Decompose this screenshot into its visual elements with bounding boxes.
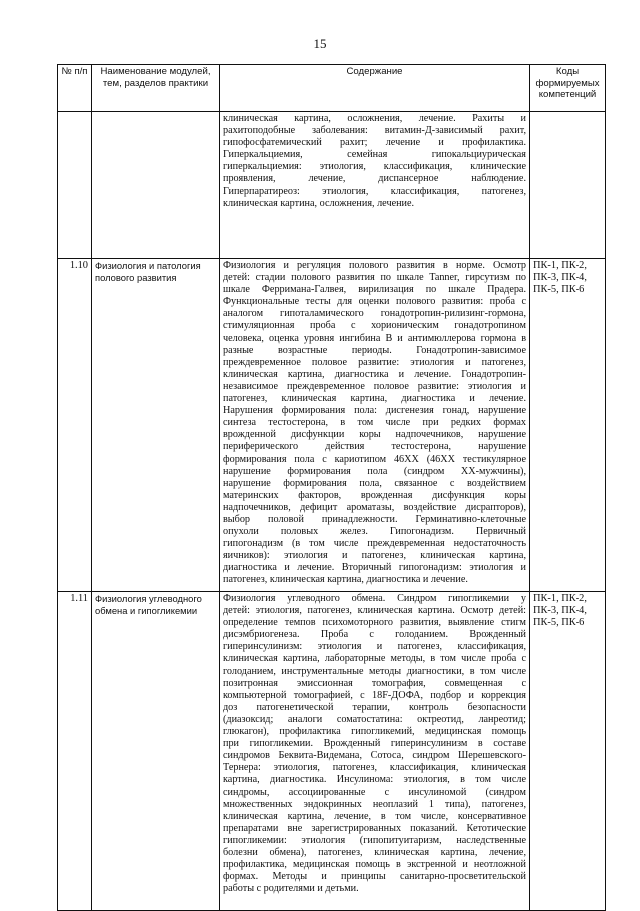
content-line: нарушение формирования пола (синдром XX-мужчины), [223, 465, 526, 477]
row-number: 1.11 [58, 592, 92, 911]
content-line: Физиология углеводного обмена. Синдром гипогликемии у [223, 593, 526, 604]
content-line: Тернера: этиология, патогенез, классификация, клиническая [223, 762, 526, 774]
content-line: Гиперкальциемия, семейная гипокальциурическая [223, 149, 526, 161]
content-line: яичников): этиология и патогенез, клиническая картина, [223, 550, 526, 562]
header-name: Наименование модулей, тем, разделов практики [92, 65, 220, 112]
content-line: синдромов Беквита-Видемана, Сотоса, синдром Шерешевского- [223, 750, 526, 762]
content-line: Физиология и регуляция полового развития в норме. Осмотр [223, 260, 526, 271]
competence-code-line: ПК-3, ПК-4, [533, 272, 587, 284]
content-line: надпочечников, дефицит ароматазы, воздействие дисрапторов), [223, 501, 526, 513]
module-content [220, 112, 530, 259]
content-line: болезни обмена), патогенез, клиническая картина, лечение, [223, 846, 526, 858]
curriculum-table [57, 64, 606, 911]
content-line: компьютерной томографией, с 18F-ДОФА, подбор и коррекция [223, 689, 526, 701]
content-line: проявления, лечение, диспансерное наблюдение. [223, 173, 526, 185]
content-line: патогенез, клиническая картина, диагностика и лечение. [223, 393, 526, 405]
content-line: (диазоксид; аналоги соматостатина: октреотид, ланреотид; [223, 713, 526, 725]
content-line: аналогом гипоталамического гонадотропин-рилизинг-гормона, [223, 308, 526, 320]
content-line: разные возрастные периоды. Гонадотропин-зависимое [223, 344, 526, 356]
content-line: детей: этиология, патогенез, клиническая картина. Осмотр детей: [223, 605, 526, 617]
content-line: периферического действия тестостерона, нарушение [223, 441, 526, 453]
content-line: детей: стадии полового развития по шкале Tanner, гирсутизм по [223, 272, 526, 284]
content-line: дисэмбриогенеза. Проба с голоданием. Врожденный [223, 629, 526, 641]
content-line: гиперинсулинизм: этиология и патогенез, классификация, [223, 641, 526, 653]
content-line: человека, оценка уровня ингибина В и антимюллерова гормона в [223, 332, 526, 344]
content-line: доз патогенетической терапии, контроль безопасности [223, 701, 526, 713]
module-content [220, 592, 530, 911]
content-line: позитронная эмиссионная томография, совмещенная с [223, 677, 526, 689]
header-content: Содержание [220, 65, 530, 112]
module-name: Физиология углеводного обмена и гипогликемии [92, 592, 220, 911]
content-line: формирования пола с кариотипом 46XX (46XX тестикулярное [223, 453, 526, 465]
content-line: клиническая картина, диагностика и лечение. Гонадотропин- [223, 368, 526, 380]
content-line: Функциональные тесты для оценки полового развития: проба с [223, 296, 526, 308]
table-row [58, 592, 606, 911]
content-line: голоданием, инструментальные методы диагностики, в том числе [223, 665, 526, 677]
content-line: множественных эндокринных неоплазий 1 типа), патогенез, [223, 798, 526, 810]
content-line: гипогликемии: этиология (гипопитуитаризм, наследственные [223, 834, 526, 846]
content-line: Нарушения формирования пола: дисгенезия гонад, нарушение [223, 405, 526, 417]
module-name [92, 112, 220, 259]
content-line: независимое преждевременное половое развитие: этиология и [223, 380, 526, 392]
content-line: материнских факторов, врожденная дисфункция коры [223, 489, 526, 501]
content-line: диагностика и лечение. Вторичный гипогонадизм: этиология и [223, 562, 526, 574]
table-row [58, 259, 606, 592]
module-content [220, 259, 530, 592]
content-line: гипогонадизм (в том числе преждевременная недостаточность [223, 538, 526, 550]
content-line: профилактика, медицинская помощь в экстренной и неотложной [223, 859, 526, 871]
content-line: шкале Ферримана-Галвея, вирилизация по шкале Прадера. [223, 284, 526, 296]
table-header-row [58, 65, 606, 112]
competence-code-line: ПК-3, ПК-4, [533, 605, 587, 617]
content-line: клиническая картина, лечение, в том числе, консервативное [223, 810, 526, 822]
content-line: патогенез, клиническая картина, диагностика и лечение. [223, 574, 468, 586]
content-line: нарушение формирования пола, связанное с воздействием [223, 477, 526, 489]
content-line: гиперкальциемия: этиология, классификация, клинические [223, 161, 526, 173]
table-body [58, 112, 606, 911]
table-row [58, 112, 606, 259]
content-line: картина, диагностика. Инсулинома: этиология, в том числе [223, 774, 526, 786]
competence-code-line: ПК-5, ПК-6 [533, 617, 585, 629]
competence-codes [530, 112, 606, 259]
content-line: опухоли половых желез. Гипогонадизм. Первичный [223, 526, 526, 538]
competence-code-line: ПК-5, ПК-6 [533, 284, 585, 296]
competence-codes [530, 592, 606, 911]
header-num: № п/п [58, 65, 92, 112]
content-line: клиническая картина, осложнения, лечение. [223, 197, 415, 209]
content-line: преждевременное половое развитие: этиология и патогенез, [223, 356, 526, 368]
content-line: определение темпов психомоторного развития, выявление стигм [223, 617, 526, 629]
content-line: клиническая картина, осложнения, лечение. Рахиты и [223, 113, 526, 124]
content-line: рахитоподобные заболевания: витамин-Д-зависимый рахит, [223, 125, 526, 137]
content-line: при гипогликемии. Врожденный гиперинсулинизм в составе [223, 738, 526, 750]
content-line: глюкагон), профилактика гипогликемий, медицинская помощь [223, 726, 526, 738]
content-line: клиническая картина, лабораторные методы, в том числе проба с [223, 653, 526, 665]
header-codes: Коды формируемых компетенций [530, 65, 606, 112]
content-line: синтеза тестостерона, в том числе при редких формах [223, 417, 526, 429]
content-line: препаратами вне зарегистрированных показаний. Кетотические [223, 822, 526, 834]
page-number: 15 [313, 36, 327, 51]
content-line: гипофосфатемический рахит; лечение и профилактика. [223, 137, 526, 149]
content-line: Гиперпаратиреоз: этиология, классификация, патогенез, [223, 185, 526, 197]
content-line: стимуляционная проба с хорионическим гонадотропином [223, 320, 526, 332]
module-name: Физиология и патология полового развития [92, 259, 220, 592]
content-line: выбор половой принадлежности. Герминативно-клеточные [223, 513, 526, 525]
content-line: врожденной дисфункции коры надпочечников, нарушение [223, 429, 526, 441]
row-number: 1.10 [58, 259, 92, 592]
row-number [58, 112, 92, 259]
content-line: синдромы, ассоциированные с инсулиномой (синдром [223, 786, 526, 798]
content-line: формах. Методы и принципы санитарно-просветительской [223, 871, 526, 883]
competence-codes [530, 259, 606, 592]
competence-code-line: ПК-1, ПК-2, [533, 593, 587, 604]
competence-code-line: ПК-1, ПК-2, [533, 260, 587, 271]
content-line: работы с родителями и детьми. [223, 883, 359, 895]
